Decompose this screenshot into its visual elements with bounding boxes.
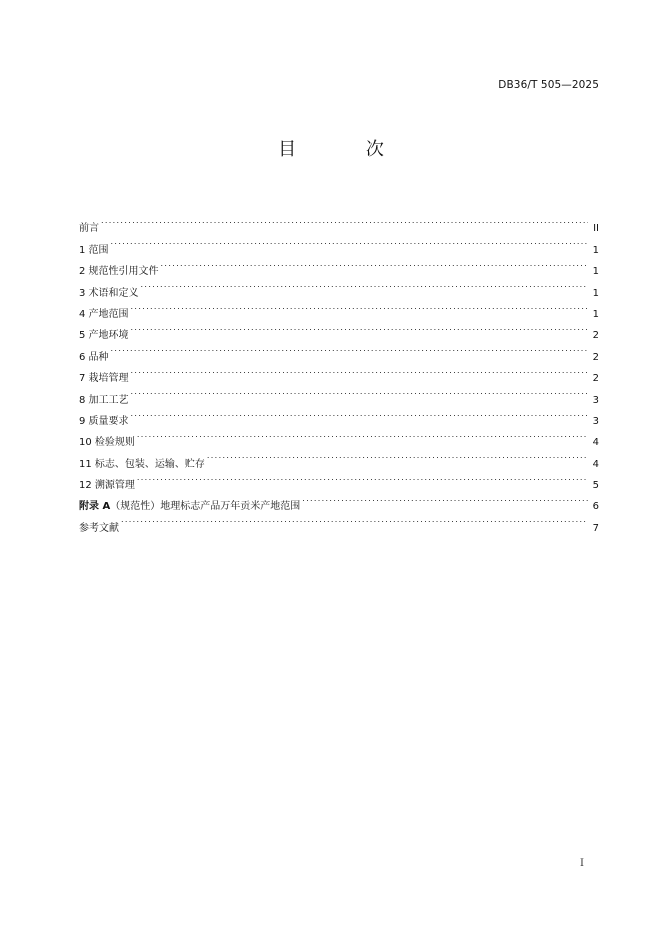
toc-item-label: 前言 [79,223,99,235]
toc-leader-dots [302,488,588,509]
toc-leader-dots [207,445,588,466]
toc-item-terms-definitions[interactable] [79,274,599,299]
table-of-contents [79,210,599,534]
toc-item-normative-references[interactable] [79,253,599,278]
toc-item-page: 6 [592,501,599,513]
toc-item-page: 3 [592,415,599,427]
toc-item-label: 10 检验规则 [79,437,135,449]
toc-item-processing[interactable] [79,381,599,406]
toc-item-label: 7 栽培管理 [79,373,129,385]
toc-item-page: 4 [592,437,599,449]
toc-item-quality[interactable] [79,403,599,427]
toc-item-page: 1 [592,308,599,320]
toc-item-label: 3 术语和定义 [79,287,139,299]
toc-item-page: 2 [592,330,599,342]
toc-item-label: 12 溯源管理 [79,480,135,492]
toc-leader-dots [131,381,588,402]
appendix-title: （规范性）地理标志产品万年贡米产地范围 [110,501,301,513]
toc-item-traceability[interactable] [79,467,599,492]
toc-item-production-area[interactable] [79,296,599,320]
toc-item-page: II [593,223,599,235]
toc-leader-dots [131,403,588,424]
toc-leader-dots [141,274,588,295]
toc-leader-dots [101,210,588,231]
toc-item-page: 1 [592,287,599,299]
toc-item-page: 3 [592,394,599,406]
toc-item-page: 5 [592,480,599,492]
toc-leader-dots [131,360,588,381]
page-number: I [580,858,584,869]
toc-leader-dots [131,317,588,338]
toc-item-foreword[interactable] [79,210,599,235]
toc-item-page: 2 [592,351,599,363]
page-title: 目 次 [278,139,416,160]
toc-item-page: 4 [592,458,599,470]
toc-item-label: 6 品种 [79,351,109,363]
toc-item-label: 8 加工工艺 [79,394,129,406]
toc-leader-dots [111,231,588,252]
toc-leader-dots [121,509,588,530]
toc-item-label: 参考文献 [79,522,119,534]
toc-item-variety[interactable] [79,338,599,363]
toc-leader-dots [137,467,588,488]
toc-item-page: 1 [592,244,599,256]
toc-item-label: 11 标志、包装、运输、贮存 [79,458,205,470]
toc-item-label: 1 范围 [79,244,109,256]
toc-item-page: 2 [592,373,599,385]
toc-item-appendix-a[interactable] [79,488,599,513]
toc-item-page: 7 [592,522,599,534]
toc-item-label: 2 规范性引用文件 [79,266,159,278]
toc-item-label: 5 产地环境 [79,330,129,342]
toc-item-environment[interactable] [79,317,599,342]
document-code: DB36/T 505—2025 [498,79,599,91]
toc-item-cultivation[interactable] [79,360,599,385]
toc-item-label: 4 产地范围 [79,308,129,320]
toc-item-bibliography[interactable] [79,509,599,534]
toc-item-scope[interactable] [79,231,599,256]
toc-leader-dots [131,296,588,317]
appendix-prefix: 附录 A [79,501,111,513]
toc-leader-dots [161,253,588,274]
toc-item-inspection[interactable] [79,424,599,449]
toc-item-label: 9 质量要求 [79,415,129,427]
toc-item-marking-packaging[interactable] [79,445,599,470]
toc-leader-dots [111,338,588,359]
toc-item-page: 1 [592,266,599,278]
toc-leader-dots [137,424,588,445]
